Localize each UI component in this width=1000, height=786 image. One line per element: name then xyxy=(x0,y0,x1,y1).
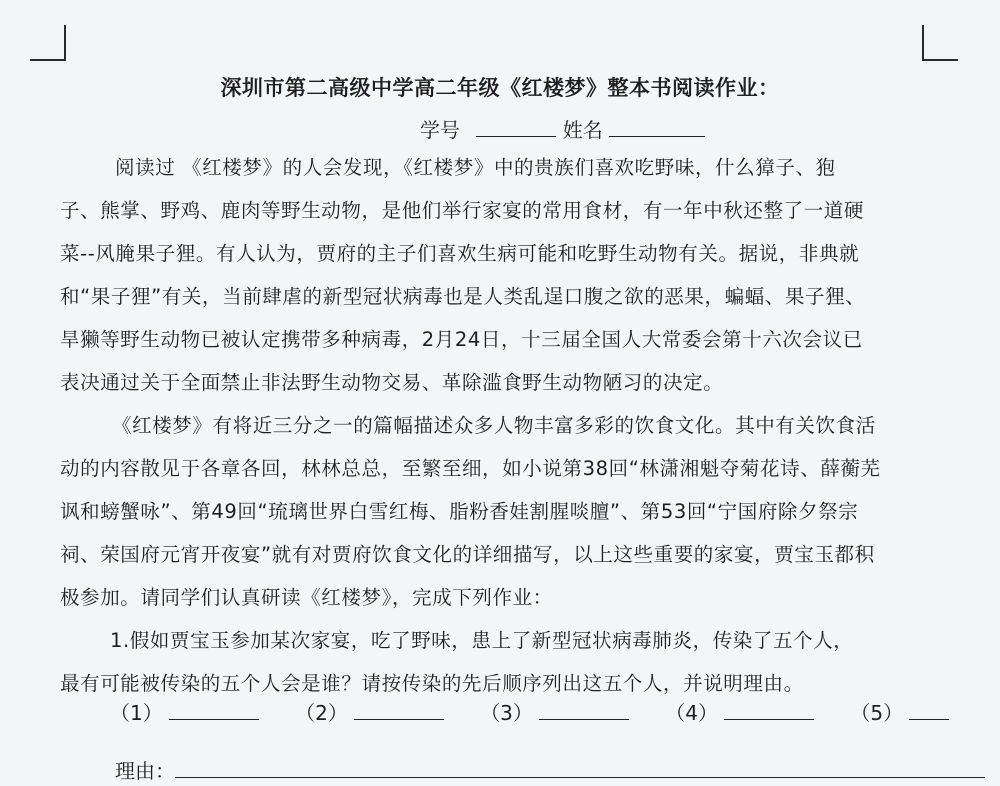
answer-label: （2） xyxy=(295,701,348,725)
paragraph1-line: 表决通过关于全面禁止非法野生动物交易、革除滥食野生动物陋习的决定。 xyxy=(60,371,724,394)
answer-label: （4） xyxy=(665,701,719,725)
reason-field[interactable] xyxy=(175,759,985,778)
answer-field-3[interactable] xyxy=(539,701,629,720)
paragraph1-line: 和“果子狸”有关，当前肆虐的新型冠状病毒也是人类乱逞口腹之欲的恶果，蝙蝠、果子狸、 xyxy=(60,285,866,308)
paragraph1-line: 菜--风腌果子狸。有人认为，贾府的主子们喜欢生病可能和吃野生动物有关。据说，非典就 xyxy=(60,242,860,265)
answer-field-5[interactable] xyxy=(909,701,949,720)
question-line: 最有可能被传染的五个人会是谁？请按传染的先后顺序列出这五个人，并说明理由。 xyxy=(60,672,804,695)
question-line: 1.假如贾宝玉参加某次家宴，吃了野味，患上了新型冠状病毒肺炎，传染了五个人， xyxy=(110,629,854,652)
paragraph2-line: 讽和螃蟹咏”、第49回“琉璃世界白雪红梅、脂粉香娃割腥啖膻”、第53回“宁国府除夕祭宗 xyxy=(60,500,859,523)
answer-item-5 xyxy=(850,697,949,726)
corner-mark-top-right xyxy=(922,25,958,61)
answer-field-2[interactable] xyxy=(354,701,444,720)
paragraph1-line: 子、熊掌、野鸡、鹿肉等野生动物，是他们举行家宴的常用食材，有一年中秋还整了一道硬 xyxy=(60,199,865,222)
answer-item-4 xyxy=(665,697,814,726)
answer-label: （1） xyxy=(110,701,163,725)
student-info-line xyxy=(420,114,705,143)
reason-line xyxy=(115,755,985,784)
answer-label: （3） xyxy=(480,701,533,725)
reason-label: 理由： xyxy=(115,759,175,783)
answer-item-1 xyxy=(110,697,259,726)
answer-label: （5） xyxy=(850,701,904,725)
paragraph2-line: 极参加。请同学们认真研读《红楼梦》，完成下列作业： xyxy=(60,586,553,609)
paragraph1-line: 旱獭等野生动物已被认定携带多种病毒，2月24日，十三届全国人大常委会第十六次会议已 xyxy=(60,328,863,351)
answer-item-2 xyxy=(295,697,444,726)
answer-item-3 xyxy=(480,697,629,726)
paragraph2-line: 祠、荣国府元宵开夜宴”就有对贾府饮食文化的详细描写，以上这些重要的家宴，贾宝玉都积 xyxy=(60,543,875,566)
name-label: 姓名 xyxy=(562,118,603,142)
corner-mark-top-left xyxy=(30,25,66,61)
answer-field-4[interactable] xyxy=(724,701,814,720)
student-id-label: 学号 xyxy=(420,118,460,142)
student-id-field[interactable] xyxy=(476,118,556,137)
paragraph2-line: 《红楼梦》有将近三分之一的篇幅描述众多人物丰富多彩的饮食文化。其中有关饮食活 xyxy=(112,414,876,437)
answer-field-1[interactable] xyxy=(169,701,259,720)
document-title: 深圳市第二高级中学高二年级《红楼梦》整本书阅读作业： xyxy=(220,76,780,100)
answer-blanks xyxy=(110,697,949,726)
paragraph1-line: 阅读过 《红楼梦》的人会发现，《红楼梦》中的贵族们喜欢吃野味，什么獐子、狍 xyxy=(115,156,836,179)
paragraph2-line: 动的内容散见于各章各回，林林总总，至繁至细，如小说第38回“林潇湘魁夺菊花诗、薛蘅芜 xyxy=(60,457,881,480)
name-field[interactable] xyxy=(609,118,705,137)
